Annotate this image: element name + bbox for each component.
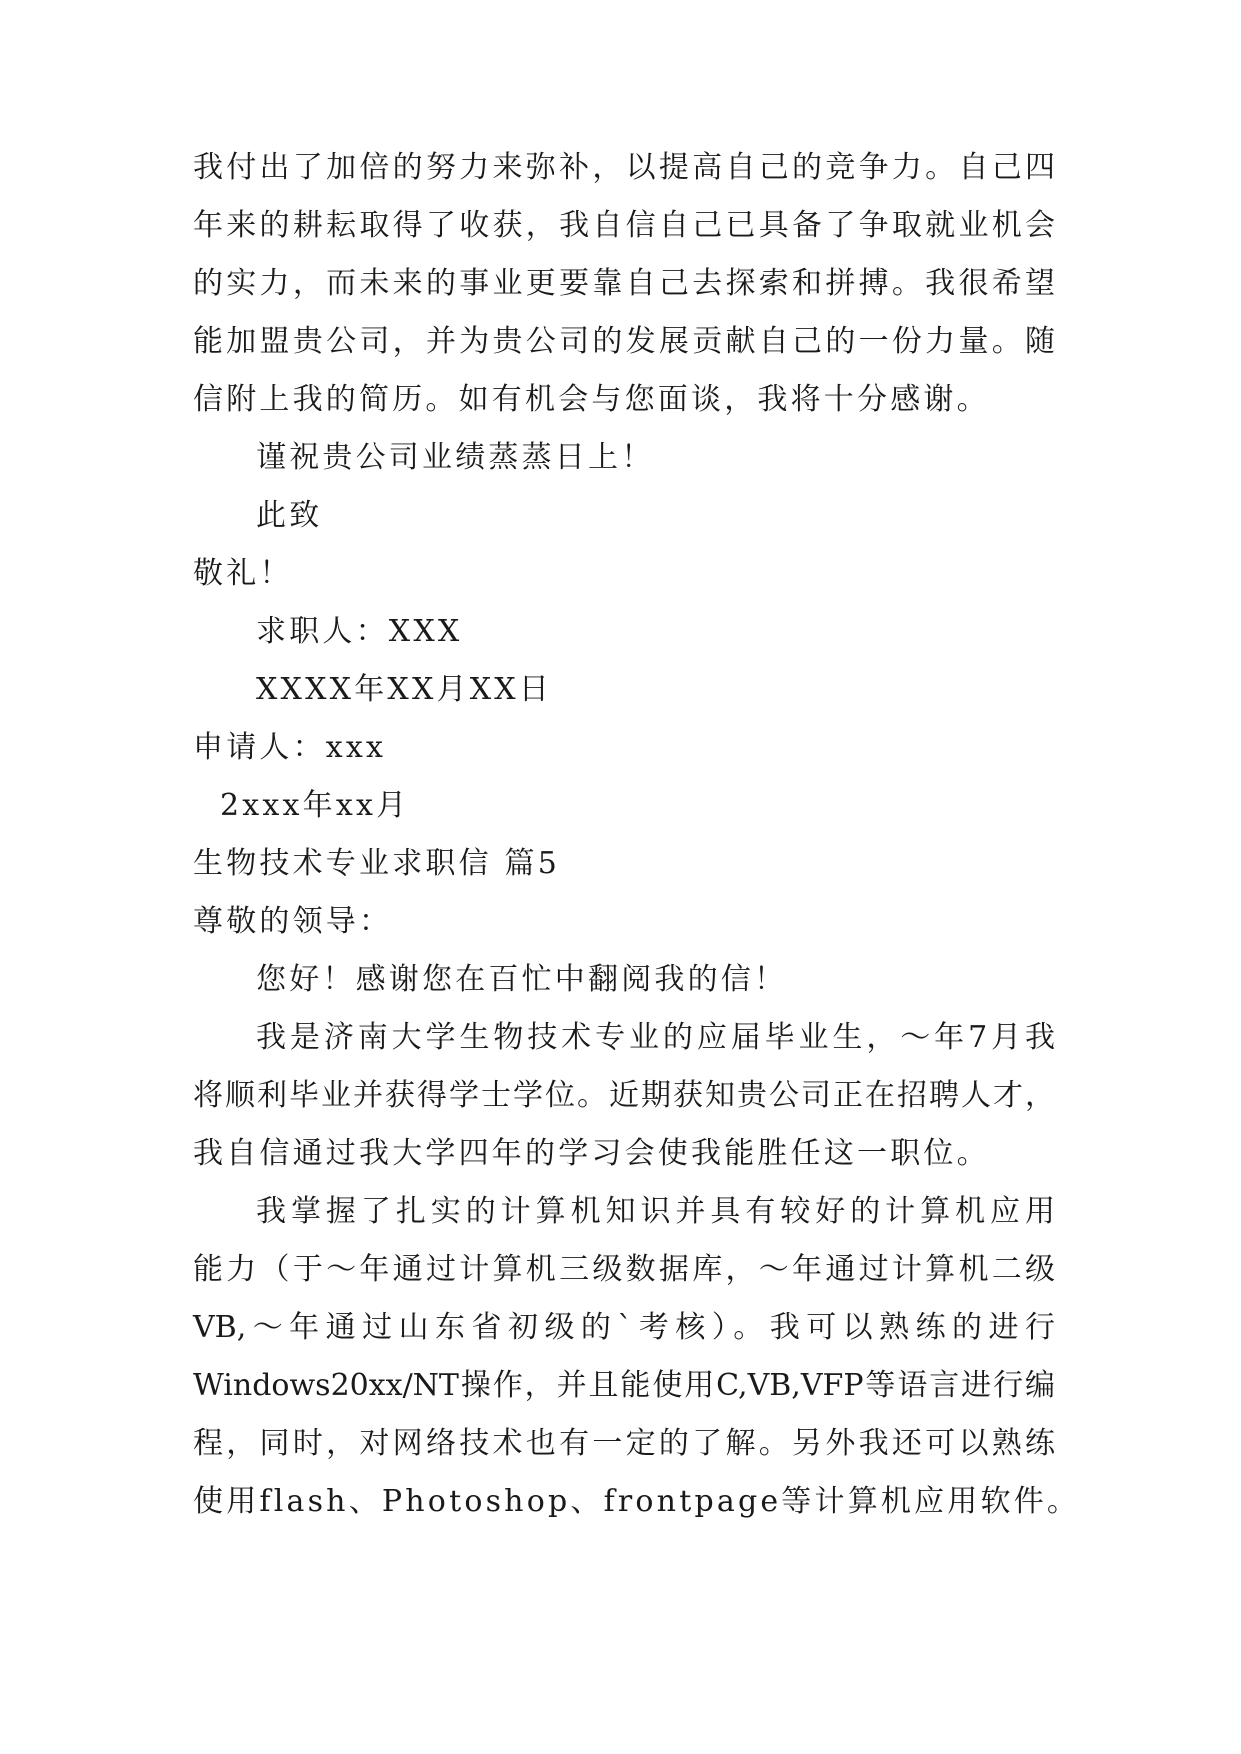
paragraph-line: 信附上我的简历。如有机会与您面谈，我将十分感谢。 — [193, 382, 990, 417]
closing-line: 此致 — [256, 498, 323, 533]
paragraph-line: 年来的耕耘取得了收获，我自信自己已具备了争取就业机会 — [193, 208, 1055, 243]
paragraph-line: 我是济南大学生物技术专业的应届毕业生，～年7月我 — [256, 1020, 1055, 1055]
paragraph-line: 能力（于～年通过计算机三级数据库，～年通过计算机二级 — [193, 1252, 1055, 1287]
paragraph-line: 我掌握了扎实的计算机知识并具有较好的计算机应用 — [256, 1194, 1055, 1229]
signer-date: XXXX年XX月XX日 — [256, 672, 553, 707]
paragraph-line: 我自信通过我大学四年的学习会使我能胜任这一职位。 — [193, 1136, 990, 1171]
paragraph-line: 我付出了加倍的努力来弥补，以提高自己的竞争力。自己四 — [193, 150, 1055, 185]
paragraph-line: 将顺利毕业并获得学士学位。近期获知贵公司正在招聘人才， — [193, 1078, 1055, 1113]
applicant-name: 申请人：xxx — [193, 730, 387, 765]
wish-line: 谨祝贵公司业绩蒸蒸日上！ — [256, 440, 655, 475]
paragraph-line: 的实力，而未来的事业更要靠自己去探索和拼搏。我很希望 — [193, 266, 1055, 301]
paragraph-line: 能加盟贵公司，并为贵公司的发展贡献自己的一份力量。随 — [193, 324, 1055, 359]
paragraph-line: 使用flash、Photoshop、frontpage等计算机应用软件。 — [193, 1484, 1081, 1519]
greeting: 您好！感谢您在百忙中翻阅我的信！ — [256, 962, 788, 997]
closing-salute: 敬礼！ — [193, 556, 293, 591]
signer-name: 求职人：XXX — [256, 614, 463, 649]
paragraph-line: VB,～年通过山东省初级的`考核）。我可以熟练的进行 — [193, 1310, 1055, 1345]
applicant-date: 2xxx年xx月 — [220, 788, 410, 823]
paragraph-line: Windows20xx/NT操作，并且能使用C,VB,VFP等语言进行编 — [193, 1368, 1055, 1403]
section-title: 生物技术专业求职信 篇5 — [193, 846, 561, 881]
paragraph-line: 程，同时，对网络技术也有一定的了解。另外我还可以熟练 — [193, 1426, 1055, 1461]
salutation: 尊敬的领导： — [193, 904, 393, 939]
